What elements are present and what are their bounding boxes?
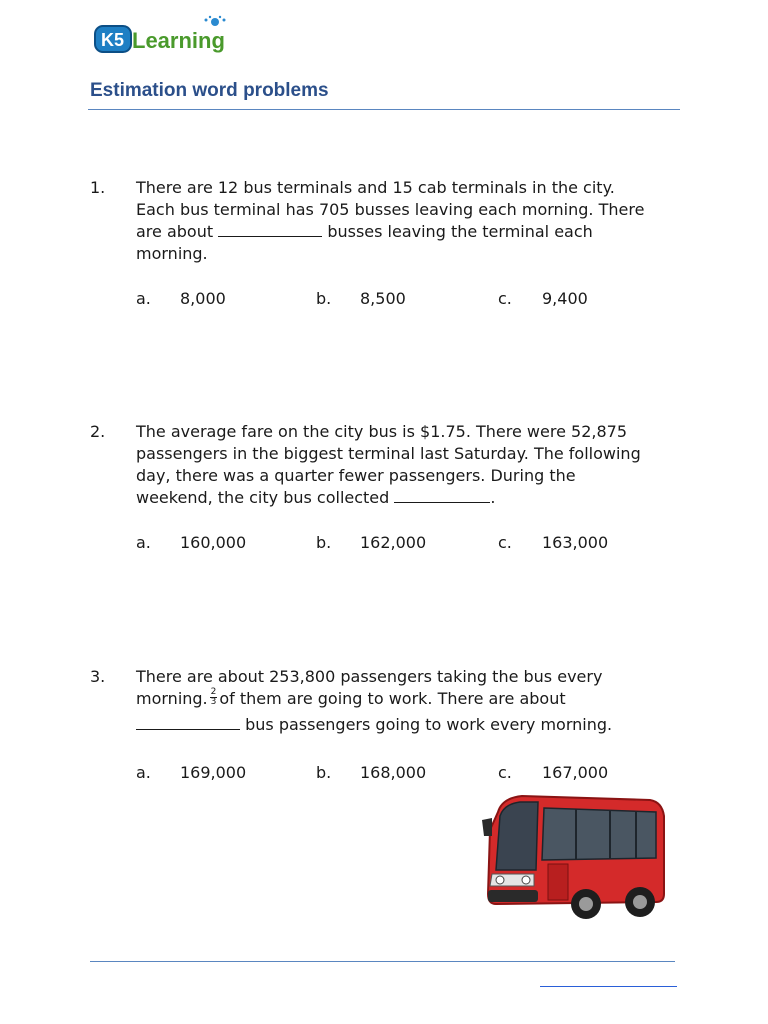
question-number: 1. — [90, 178, 106, 197]
answer-options: a. 8,000 b. 8,500 c. 9,400 — [136, 289, 588, 308]
answer-options: a. 160,000 b. 162,000 c. 163,000 — [136, 533, 609, 552]
bus-illustration — [478, 790, 668, 930]
footer-divider — [90, 961, 675, 962]
page-title: Estimation word problems — [90, 80, 329, 101]
question-number: 2. — [90, 422, 106, 441]
question-number: 3. — [90, 667, 106, 686]
footer-link-underline[interactable] — [540, 986, 677, 987]
answer-blank — [136, 715, 240, 730]
fraction: $\frac{2}{3}$ — [210, 687, 217, 707]
answer-blank — [218, 222, 322, 237]
title-divider — [88, 109, 680, 110]
answer-blank — [394, 488, 490, 503]
answer-options: a. 169,000 b. 168,000 c. 167,000 — [136, 763, 609, 782]
svg-text:K5: K5 — [101, 30, 125, 50]
question-text: There are about 253,800 passengers taking the bus every morning. $\frac{2}{3}$ of them are going to work. There are about bus passengers going to work every morning. — [136, 667, 613, 734]
question-text: The average fare on the city bus is $1.75. There were 52,875 passengers in the biggest terminal last Saturday. The following day, there was a quarter fewer passengers. During the weekend, the city bus collected . — [136, 422, 641, 507]
question-text: There are 12 bus terminals and 15 cab terminals in the city. Each bus terminal has 705 busses leaving each morning. There are about busses leaving the terminal each morning. — [136, 178, 645, 263]
k5-learning-logo — [92, 14, 262, 62]
svg-text:Learning: Learning — [132, 28, 225, 53]
